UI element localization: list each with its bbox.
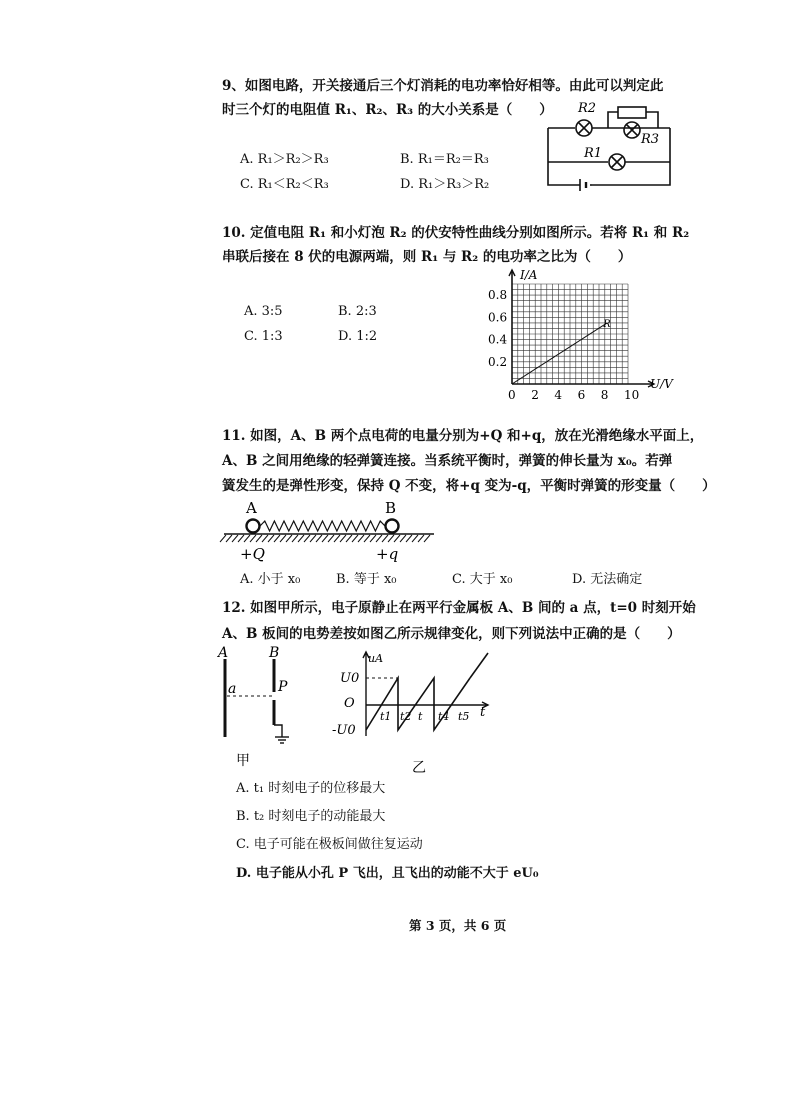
label-r2: R2 [578, 101, 597, 116]
q10-option-a: A. 3:5 [244, 304, 283, 319]
page-number: 第 3 页，共 6 页 [409, 918, 507, 933]
x-tick-label: 0 [508, 388, 516, 402]
x-tick-label: 8 [600, 388, 609, 402]
u0-label: U0 [340, 671, 360, 686]
q10-line-2: 串联后接在 8 伏的电源两端，则 R₁ 与 R₂ 的电功率之比为（ ） [222, 249, 632, 265]
hole-p-label: P [278, 679, 288, 695]
q9-option-b: B. R₁＝R₂＝R₃ [400, 152, 489, 167]
q9-option-d: D. R₁＞R₃＞R₂ [400, 177, 490, 192]
series-label: R [603, 318, 611, 330]
q10-option-d: D. 1:2 [338, 329, 378, 344]
q11-line-3: 簧发生的是弹性形变，保持 Q 不变，将+q 变为-q，平衡时弹簧的形变量（ ） [222, 478, 716, 494]
q9-circuit-diagram [540, 100, 680, 195]
q11-line-2: A、B 之间用绝缘的轻弹簧连接。当系统平衡时，弹簧的伸长量为 x₀。若弹 [222, 453, 673, 469]
q9-option-a: A. R₁＞R₂＞R₃ [240, 152, 329, 167]
y-tick-label: 0.4 [488, 332, 508, 347]
q11-option-a: A. 小于 x₀ [240, 572, 301, 587]
t5-label: t5 [458, 710, 470, 723]
iv-characteristic-chart [470, 262, 680, 407]
q10-option-c: C. 1:3 [244, 329, 283, 344]
fig-a-caption: 甲 [236, 753, 250, 769]
x-tick-label: 6 [577, 388, 586, 402]
q12-line-2: A、B 板间的电势差按如图乙所示规律变化，则下列说法中正确的是（ ） [222, 626, 681, 642]
point-a-label: a [228, 681, 237, 697]
t2-label: t2 [400, 710, 412, 723]
spring-icon [260, 521, 385, 531]
spring-charges-diagram [220, 497, 440, 567]
x-axis-label: U/V [650, 377, 673, 391]
charge-b-icon [386, 520, 399, 533]
q10-option-b: B. 2:3 [338, 304, 377, 319]
q11-option-b: B. 等于 x₀ [336, 572, 397, 587]
y-axis-label: I/A [520, 268, 538, 282]
q11-option-d: D. 无法确定 [572, 572, 643, 587]
t4-label: t4 [438, 710, 450, 723]
y-tick-label: 0.2 [488, 354, 508, 369]
q12-option-c: C. 电子可能在极板间做往复运动 [236, 837, 423, 852]
charge-b-label: B [385, 499, 397, 517]
q9-line-1: 9、如图电路，开关接通后三个灯消耗的电功率恰好相等。由此可以判定此 [222, 78, 664, 94]
q9-line-2: 时三个灯的电阻值 R₁、R₂、R₃ 的大小关系是（ ） [222, 102, 553, 118]
x-tick-label: 2 [531, 388, 539, 402]
q9-option-c: C. R₁＜R₂＜R₃ [240, 177, 329, 192]
x-tick-label: 10 [624, 388, 640, 402]
y-tick-label: 0.6 [488, 310, 508, 325]
q12-option-b: B. t₂ 时刻电子的动能最大 [236, 809, 386, 824]
charge-a-label: A [246, 499, 257, 517]
origin-label: O [344, 696, 355, 711]
plate-a-label: A [218, 645, 229, 661]
label-r3: R3 [641, 132, 660, 147]
t1-label: t1 [380, 710, 392, 723]
t3-label: t [418, 710, 423, 723]
q11-option-c: C. 大于 x₀ [452, 572, 513, 587]
q12-line-1: 12. 如图甲所示，电子原静止在两平行金属板 A、B 间的 a 点，t=0 时刻开始 [222, 600, 696, 616]
axis-ua-label: uA [368, 652, 384, 665]
plate-b-label: B [269, 645, 280, 661]
series-line [512, 323, 607, 384]
parallel-plates-diagram [212, 645, 302, 769]
charge-a-value: +Q [240, 545, 265, 563]
q12-option-a: A. t₁ 时刻电子的位移最大 [236, 781, 386, 796]
q10-line-1: 10. 定值电阻 R₁ 和小灯泡 R₂ 的伏安特性曲线分别如图所示。若将 R₁ 和 R₂ [222, 225, 690, 241]
charge-a-icon [247, 520, 260, 533]
label-r1: R1 [584, 146, 603, 161]
voltage-time-graph [328, 648, 498, 776]
fig-b-caption: 乙 [412, 760, 426, 776]
neg-u0-label: -U0 [332, 723, 356, 738]
axis-t-label: t [480, 705, 486, 720]
q11-line-1: 11. 如图，A、B 两个点电荷的电量分别为+Q 和+q，放在光滑绝缘水平面上， [222, 428, 704, 444]
x-tick-label: 4 [554, 388, 563, 402]
q12-option-d: D. 电子能从小孔 P 飞出，且飞出的动能不大于 eU₀ [236, 866, 539, 881]
y-tick-label: 0.8 [488, 288, 508, 303]
charge-b-value: +q [376, 545, 399, 563]
